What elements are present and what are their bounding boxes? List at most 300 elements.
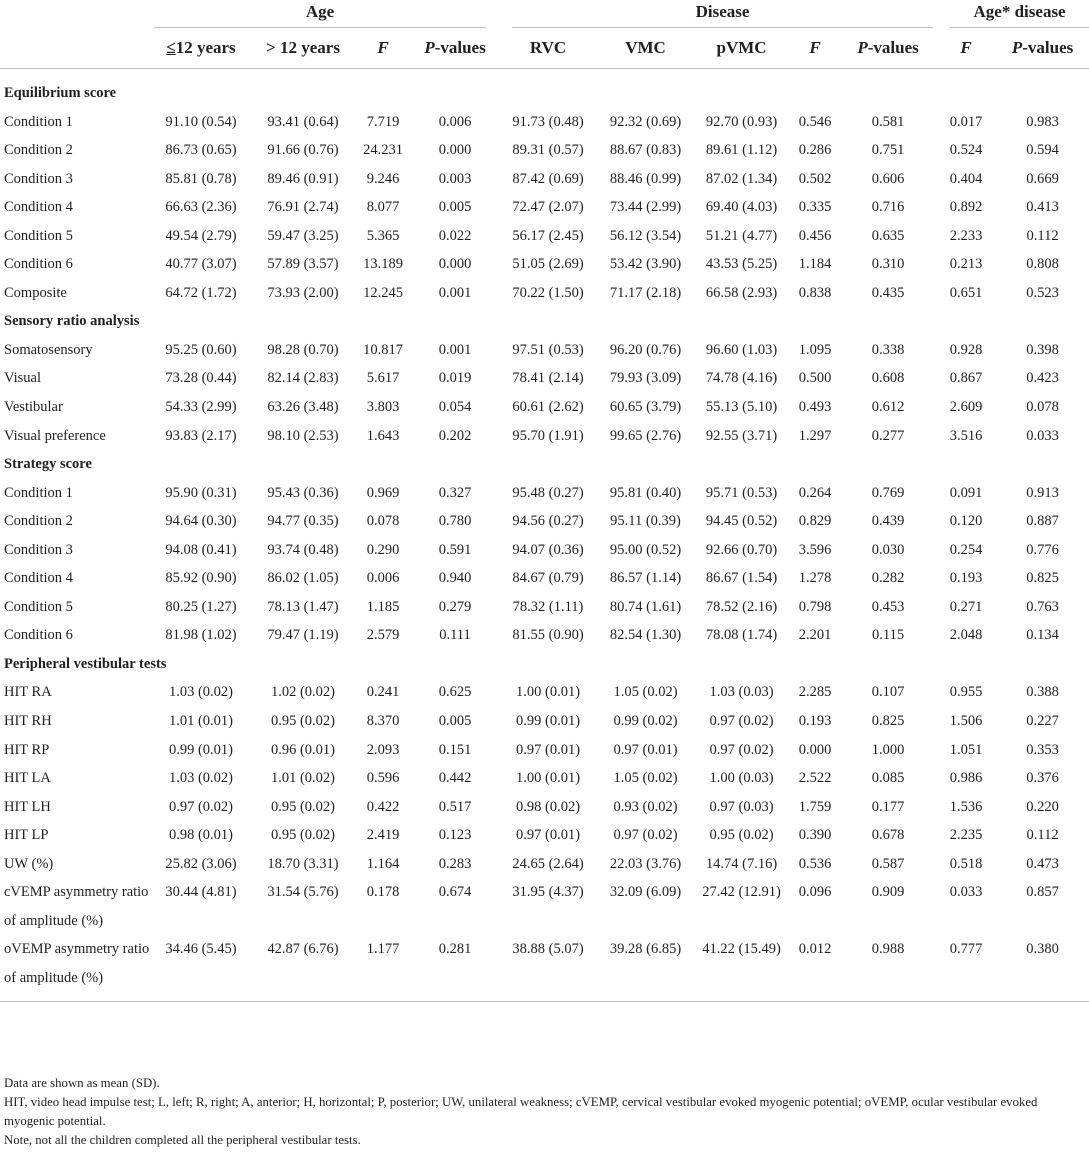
cell-ad-f: 1.536 <box>949 798 983 815</box>
cell-ad-f: 0.091 <box>949 484 983 501</box>
section-title: Equilibrium score <box>4 85 117 101</box>
cell-row-label: Condition 4 <box>4 199 73 216</box>
cell-age-f: 3.803 <box>366 399 400 416</box>
cell-disease-f: 0.829 <box>798 513 832 530</box>
cell-age-f: 5.365 <box>366 227 400 244</box>
cell-age-young: 81.98 (1.02) <box>165 627 237 644</box>
cell-age-f: 0.078 <box>366 513 400 530</box>
cell-age-young: 80.25 (1.27) <box>165 598 237 615</box>
cell-age-old: 95.43 (0.36) <box>267 484 339 501</box>
cell-disease-f: 0.838 <box>798 284 832 301</box>
cell-vmc: 88.67 (0.83) <box>609 142 682 159</box>
table-row <box>0 507 1089 536</box>
cell-disease-p: 0.439 <box>871 513 905 530</box>
cell-age-f: 0.241 <box>366 684 400 701</box>
cell-ad-f: 0.193 <box>949 570 983 587</box>
cell-rvc: 1.00 (0.01) <box>515 770 581 787</box>
cell-age-f: 8.077 <box>366 199 400 216</box>
cell-age-p: 0.123 <box>438 827 472 844</box>
table-body <box>0 69 1089 1002</box>
cell-rvc: 81.55 (0.90) <box>512 627 584 644</box>
cell-age-f: 0.969 <box>366 484 400 501</box>
cell-row-label: HIT RH <box>4 713 52 730</box>
cell-rvc: 91.73 (0.48) <box>512 113 584 130</box>
cell-row-label: Visual <box>4 370 41 387</box>
cell-vmc: 1.05 (0.02) <box>613 770 678 787</box>
cell-pvmc: 41.22 (15.49) <box>702 941 781 958</box>
table-row <box>0 250 1089 279</box>
cell-pvmc: 95.71 (0.53) <box>705 484 778 501</box>
cell-row-label: HIT LA <box>4 770 51 787</box>
cell-disease-f: 2.201 <box>798 627 832 644</box>
section-title: Sensory ratio analysis <box>4 313 140 330</box>
col-header-ad-f: F <box>936 28 996 69</box>
cell-ad-p: 0.413 <box>1026 199 1059 216</box>
cell-age-old: 31.54 (5.76) <box>267 884 339 901</box>
cell-vmc: 22.03 (3.76) <box>609 855 682 872</box>
cell-row-label: HIT RA <box>4 684 52 701</box>
cell-age-p: 0.006 <box>438 113 472 130</box>
cell-disease-f: 0.546 <box>798 113 832 130</box>
section-header-row <box>0 450 1089 479</box>
cell-age-young: 85.92 (0.90) <box>165 570 237 587</box>
cell-disease-p: 0.612 <box>871 399 905 416</box>
cell-age-p: 0.000 <box>438 256 472 273</box>
cell-age-young: 94.64 (0.30) <box>165 513 237 530</box>
cell-age-p: 0.003 <box>438 170 472 187</box>
cell-rvc: 97.51 (0.53) <box>512 341 584 358</box>
cell-ad-f: 0.986 <box>949 770 983 787</box>
cell-disease-f: 0.335 <box>798 199 832 216</box>
cell-pvmc: 51.21 (4.77) <box>705 227 778 244</box>
col-header-age-p: P-values <box>412 28 498 69</box>
cell-age-young: 54.33 (2.99) <box>165 399 237 416</box>
cell-age-young: 25.82 (3.06) <box>165 855 237 872</box>
cell-age-young: 95.25 (0.60) <box>165 341 237 358</box>
cell-age-old: 93.74 (0.48) <box>267 541 339 558</box>
cell-disease-p: 0.338 <box>871 341 905 358</box>
cell-age-f: 0.290 <box>366 541 400 558</box>
cell-age-f: 10.817 <box>363 341 403 358</box>
cell-rvc: 94.56 (0.27) <box>512 513 584 530</box>
col-header-pvmc: pVMC <box>693 28 790 69</box>
cell-age-young: 34.46 (5.45) <box>165 941 237 958</box>
cell-age-p: 0.001 <box>438 341 472 358</box>
cell-ad-p: 0.227 <box>1026 713 1059 730</box>
cell-rvc: 38.88 (5.07) <box>512 941 584 958</box>
cell-pvmc: 92.55 (3.71) <box>705 427 778 444</box>
cell-ad-p: 0.134 <box>1026 627 1059 644</box>
header-corner <box>0 0 150 28</box>
cell-ad-f: 0.120 <box>949 513 983 530</box>
col-header-age-f: F <box>354 28 412 69</box>
cell-age-young: 64.72 (1.72) <box>165 284 237 301</box>
table-row <box>0 336 1089 365</box>
cell-disease-p: 1.000 <box>871 741 905 758</box>
cell-disease-p: 0.085 <box>871 770 905 787</box>
cell-age-young: 85.81 (0.78) <box>165 170 237 187</box>
cell-age-p: 0.005 <box>438 713 472 730</box>
header-spacer-row <box>0 69 1089 80</box>
cell-ad-f: 3.516 <box>949 427 983 444</box>
cell-pvmc: 0.97 (0.03) <box>709 798 774 815</box>
table-row <box>0 108 1089 137</box>
cell-ad-f: 2.233 <box>949 227 983 244</box>
cell-vmc: 73.44 (2.99) <box>609 199 682 216</box>
cell-vmc: 96.20 (0.76) <box>609 341 682 358</box>
cell-age-young: 93.83 (2.17) <box>165 427 237 444</box>
cell-age-old: 86.02 (1.05) <box>267 570 339 587</box>
cell-age-p: 0.279 <box>438 598 472 615</box>
cell-pvmc: 89.61 (1.12) <box>705 142 778 159</box>
col-header-rvc: RVC <box>498 28 598 69</box>
cell-row-label: Condition 5 <box>4 227 73 244</box>
cell-pvmc: 96.60 (1.03) <box>705 341 778 358</box>
cell-rvc: 60.61 (2.62) <box>512 399 584 416</box>
cell-disease-f: 0.286 <box>798 142 832 159</box>
cell-pvmc: 78.08 (1.74) <box>705 627 778 644</box>
cell-age-f: 1.185 <box>366 598 400 615</box>
cell-ad-f: 0.892 <box>949 199 983 216</box>
cell-row-label: Condition 3 <box>4 170 73 187</box>
cell-age-p: 0.111 <box>439 627 471 644</box>
cell-row-label: Condition 2 <box>4 513 73 530</box>
table-row <box>0 736 1089 765</box>
cell-row-label: Condition 6 <box>4 256 73 273</box>
cell-pvmc: 69.40 (4.03) <box>705 199 778 216</box>
cell-ad-f: 2.048 <box>949 627 983 644</box>
cell-ad-p: 0.398 <box>1026 341 1059 358</box>
section-title: Strategy score <box>4 456 92 473</box>
cell-disease-f: 0.500 <box>798 370 832 387</box>
cell-age-f: 1.177 <box>366 941 400 958</box>
cell-ad-f: 0.524 <box>949 142 983 159</box>
cell-age-old: 78.13 (1.47) <box>267 598 339 615</box>
cell-row-label: cVEMP asymmetry ratio of amplitude (%) <box>4 884 149 929</box>
cell-age-old: 59.47 (3.25) <box>267 227 339 244</box>
cell-age-p: 0.780 <box>438 513 472 530</box>
cell-vmc: 39.28 (6.85) <box>609 941 682 958</box>
cell-pvmc: 92.70 (0.93) <box>705 113 778 130</box>
cell-age-f: 1.164 <box>366 855 400 872</box>
cell-age-f: 0.596 <box>366 770 400 787</box>
cell-age-f: 0.006 <box>366 570 400 587</box>
cell-age-young: 40.77 (3.07) <box>165 256 237 273</box>
cell-ad-f: 0.033 <box>949 884 983 901</box>
cell-ad-f: 0.213 <box>949 256 983 273</box>
col-header-age-old: > 12 years <box>252 28 354 69</box>
cell-age-old: 93.41 (0.64) <box>267 113 339 130</box>
cell-age-old: 0.95 (0.02) <box>270 713 336 730</box>
cell-rvc: 0.99 (0.01) <box>515 713 581 730</box>
cell-age-p: 0.625 <box>438 684 472 701</box>
cell-age-young: 30.44 (4.81) <box>165 884 237 901</box>
cell-disease-f: 1.095 <box>798 341 832 358</box>
cell-age-old: 79.47 (1.19) <box>267 627 339 644</box>
group-header-age-disease: Age* disease <box>936 0 1089 28</box>
cell-disease-p: 0.030 <box>871 541 905 558</box>
cell-ad-p: 0.380 <box>1026 941 1059 958</box>
cell-pvmc: 87.02 (1.34) <box>705 170 778 187</box>
cell-rvc: 95.48 (0.27) <box>512 484 584 501</box>
footnote-data-format: Data are shown as mean (SD). <box>4 1076 160 1090</box>
cell-vmc: 0.99 (0.02) <box>613 713 678 730</box>
cell-ad-p: 0.594 <box>1026 142 1059 159</box>
cell-disease-p: 0.107 <box>871 684 905 701</box>
cell-age-young: 1.03 (0.02) <box>168 770 234 787</box>
cell-disease-p: 0.769 <box>871 484 905 501</box>
cell-age-p: 0.283 <box>438 855 472 872</box>
cell-vmc: 95.11 (0.39) <box>610 513 681 530</box>
cell-rvc: 84.67 (0.79) <box>512 570 584 587</box>
cell-disease-f: 0.390 <box>798 827 832 844</box>
cell-disease-f: 0.000 <box>798 741 832 758</box>
table-row <box>0 165 1089 194</box>
cell-pvmc: 0.95 (0.02) <box>709 827 774 844</box>
cell-disease-f: 0.456 <box>798 227 832 244</box>
footnote-completion: Note, not all the children completed all the peripheral vestibular tests. <box>4 1133 361 1147</box>
cell-row-label: Visual preference <box>4 427 106 444</box>
cell-ad-p: 0.353 <box>1026 741 1059 758</box>
cell-rvc: 0.97 (0.01) <box>515 827 581 844</box>
cell-vmc: 92.32 (0.69) <box>609 113 682 130</box>
table-row <box>0 479 1089 508</box>
cell-age-p: 0.001 <box>438 284 472 301</box>
table-row <box>0 536 1089 565</box>
cell-vmc: 95.00 (0.52) <box>609 541 682 558</box>
table-row <box>0 793 1089 822</box>
cell-age-young: 1.03 (0.02) <box>168 684 234 701</box>
cell-age-f: 5.617 <box>366 370 400 387</box>
cell-ad-p: 0.423 <box>1026 370 1059 387</box>
cell-age-f: 0.422 <box>366 798 400 815</box>
cell-pvmc: 78.52 (2.16) <box>705 598 778 615</box>
cell-disease-f: 2.285 <box>798 684 832 701</box>
cell-disease-f: 2.522 <box>798 770 832 787</box>
cell-age-p: 0.022 <box>438 227 472 244</box>
table-footnotes <box>4 1074 1084 1150</box>
section-header-row <box>0 650 1089 679</box>
cell-disease-p: 0.678 <box>871 827 905 844</box>
cell-ad-p: 0.523 <box>1026 284 1059 301</box>
table-row <box>0 593 1089 622</box>
cell-ad-f: 0.254 <box>949 541 983 558</box>
spacer-cell <box>0 69 1089 80</box>
table-row <box>0 764 1089 793</box>
cell-rvc: 72.47 (2.07) <box>512 199 584 216</box>
col-header-disease-p: P-values <box>840 28 936 69</box>
cell-pvmc: 55.13 (5.10) <box>705 399 778 416</box>
cell-disease-f: 0.536 <box>798 855 832 872</box>
cell-pvmc: 1.03 (0.03) <box>709 684 774 701</box>
cell-vmc: 88.46 (0.99) <box>609 170 682 187</box>
cell-pvmc: 0.97 (0.02) <box>709 713 774 730</box>
cell-disease-p: 0.909 <box>871 884 905 901</box>
cell-ad-p: 0.983 <box>1026 113 1059 130</box>
cell-ad-p: 0.112 <box>1026 827 1059 844</box>
table-row <box>0 621 1089 650</box>
cell-age-young: 0.97 (0.02) <box>168 798 234 815</box>
cell-age-old: 76.91 (2.74) <box>267 199 339 216</box>
cell-disease-p: 0.310 <box>871 256 905 273</box>
cell-ad-f: 0.017 <box>949 113 983 130</box>
table-row <box>0 422 1089 451</box>
cell-ad-p: 0.033 <box>1026 427 1059 444</box>
cell-ad-f: 2.609 <box>949 399 983 416</box>
cell-rvc: 94.07 (0.36) <box>512 541 584 558</box>
cell-age-young: 94.08 (0.41) <box>165 541 237 558</box>
cell-age-p: 0.054 <box>438 399 472 416</box>
cell-vmc: 95.81 (0.40) <box>609 484 682 501</box>
cell-ad-p: 0.825 <box>1026 570 1059 587</box>
cell-pvmc: 94.45 (0.52) <box>705 513 778 530</box>
cell-age-old: 42.87 (6.76) <box>267 941 339 958</box>
cell-age-old: 18.70 (3.31) <box>267 855 339 872</box>
cell-vmc: 32.09 (6.09) <box>609 884 682 901</box>
cell-ad-p: 0.078 <box>1026 399 1059 416</box>
section-header-row <box>0 79 1089 108</box>
cell-age-old: 82.14 (2.83) <box>267 370 339 387</box>
cell-vmc: 0.97 (0.02) <box>613 827 678 844</box>
cell-pvmc: 1.00 (0.03) <box>709 770 774 787</box>
col-header-ad-p: P-values <box>996 28 1089 69</box>
cell-age-young: 86.73 (0.65) <box>165 142 237 159</box>
footer-spacer-row <box>0 993 1089 1002</box>
cell-pvmc: 27.42 (12.91) <box>702 884 781 901</box>
table-row <box>0 393 1089 422</box>
cell-ad-f: 0.651 <box>949 284 983 301</box>
cell-row-label: Condition 4 <box>4 570 73 587</box>
table-row <box>0 193 1089 222</box>
cell-age-old: 73.93 (2.00) <box>267 284 339 301</box>
cell-rvc: 70.22 (1.50) <box>512 284 584 301</box>
cell-disease-p: 0.115 <box>871 627 905 644</box>
spacer-cell <box>0 993 1089 1002</box>
table-row <box>0 707 1089 736</box>
cell-age-old: 1.02 (0.02) <box>270 684 336 701</box>
cell-age-young: 1.01 (0.01) <box>168 713 234 730</box>
cell-row-label: HIT LP <box>4 827 49 844</box>
cell-rvc: 31.95 (4.37) <box>512 884 584 901</box>
cell-vmc: 56.12 (3.54) <box>609 227 682 244</box>
cell-ad-p: 0.388 <box>1026 684 1059 701</box>
cell-disease-p: 0.716 <box>871 199 905 216</box>
cell-ad-f: 1.051 <box>949 741 983 758</box>
cell-age-old: 0.95 (0.02) <box>270 827 336 844</box>
cell-disease-p: 0.581 <box>871 113 905 130</box>
cell-disease-f: 0.502 <box>798 170 832 187</box>
cell-disease-p: 0.988 <box>871 941 905 958</box>
cell-disease-p: 0.825 <box>871 713 905 730</box>
cell-age-p: 0.591 <box>438 541 472 558</box>
cell-age-f: 13.189 <box>363 256 403 273</box>
cell-disease-p: 0.453 <box>871 598 905 615</box>
cell-ad-p: 0.857 <box>1026 884 1059 901</box>
section-header-row <box>0 307 1089 336</box>
col-header-vmc: VMC <box>598 28 693 69</box>
cell-row-label: HIT RP <box>4 741 50 758</box>
cell-ad-p: 0.887 <box>1026 513 1059 530</box>
cell-ad-f: 0.867 <box>949 370 983 387</box>
table-row <box>0 678 1089 707</box>
cell-ad-f: 0.928 <box>949 341 983 358</box>
cell-pvmc: 86.67 (1.54) <box>705 570 778 587</box>
cell-age-old: 0.96 (0.01) <box>270 741 336 758</box>
cell-pvmc: 66.58 (2.93) <box>705 284 778 301</box>
cell-pvmc: 0.97 (0.02) <box>709 741 774 758</box>
cell-vmc: 86.57 (1.14) <box>609 570 682 587</box>
cell-ad-p: 0.376 <box>1026 770 1059 787</box>
cell-age-f: 12.245 <box>363 284 403 301</box>
group-header-age: Age <box>150 0 498 28</box>
cell-row-label: Vestibular <box>4 399 63 416</box>
cell-ad-p: 0.763 <box>1026 598 1059 615</box>
table-header <box>0 0 1089 69</box>
cell-age-young: 0.99 (0.01) <box>168 741 234 758</box>
cell-age-p: 0.019 <box>438 370 472 387</box>
cell-vmc: 80.74 (1.61) <box>609 598 682 615</box>
cell-disease-f: 0.493 <box>798 399 832 416</box>
cell-disease-p: 0.587 <box>871 855 905 872</box>
cell-pvmc: 92.66 (0.70) <box>705 541 778 558</box>
col-header-disease-f: F <box>790 28 840 69</box>
cell-disease-f: 3.596 <box>798 541 832 558</box>
cell-disease-p: 0.282 <box>871 570 905 587</box>
cell-age-f: 2.093 <box>366 741 400 758</box>
cell-age-young: 0.98 (0.01) <box>168 827 234 844</box>
cell-disease-f: 0.264 <box>798 484 832 501</box>
cell-age-p: 0.517 <box>438 798 472 815</box>
cell-disease-f: 1.297 <box>798 427 832 444</box>
cell-row-label: Condition 1 <box>4 484 73 501</box>
cell-age-p: 0.674 <box>438 884 472 901</box>
cell-disease-f: 0.798 <box>798 598 832 615</box>
cell-ad-p: 0.220 <box>1026 798 1059 815</box>
cell-age-old: 94.77 (0.35) <box>267 513 339 530</box>
table-row <box>0 878 1089 935</box>
col-header-age-young: ≤12 years <box>150 28 252 69</box>
table-row <box>0 136 1089 165</box>
cell-ad-p: 0.776 <box>1026 541 1059 558</box>
cell-pvmc: 74.78 (4.16) <box>705 370 778 387</box>
cell-age-p: 0.940 <box>438 570 472 587</box>
cell-row-label: oVEMP asymmetry ratio of amplitude (%) <box>4 941 150 986</box>
cell-pvmc: 14.74 (7.16) <box>705 855 778 872</box>
cell-rvc: 24.65 (2.64) <box>512 855 584 872</box>
cell-row-label: UW (%) <box>4 855 54 872</box>
cell-row-label: Somatosensory <box>4 341 93 358</box>
table-row <box>0 279 1089 308</box>
cell-disease-f: 0.012 <box>798 941 832 958</box>
cell-ad-p: 0.112 <box>1026 227 1059 244</box>
cell-disease-f: 0.096 <box>798 884 832 901</box>
cell-vmc: 82.54 (1.30) <box>609 627 682 644</box>
cell-ad-f: 0.955 <box>949 684 983 701</box>
cell-age-old: 57.89 (3.57) <box>267 256 339 273</box>
table-row <box>0 935 1089 992</box>
cell-age-f: 1.643 <box>366 427 400 444</box>
cell-disease-f: 1.759 <box>798 798 832 815</box>
cell-age-old: 63.26 (3.48) <box>267 399 339 416</box>
cell-rvc: 95.70 (1.91) <box>512 427 584 444</box>
cell-age-young: 73.28 (0.44) <box>165 370 237 387</box>
cell-disease-f: 1.184 <box>798 256 832 273</box>
table-row <box>0 222 1089 251</box>
footnote-abbreviations: HIT, video head impulse test; L, left; R, right; A, anterior; H, horizontal; P, posterior; UW, unilateral weakness; cVEMP, cervical vestibular evoked myogenic potential; oVEMP, ocular vestibular evoked myogenic potential. <box>4 1095 1038 1128</box>
cell-age-old: 98.28 (0.70) <box>267 341 339 358</box>
cell-age-young: 91.10 (0.54) <box>165 113 237 130</box>
table-row <box>0 821 1089 850</box>
